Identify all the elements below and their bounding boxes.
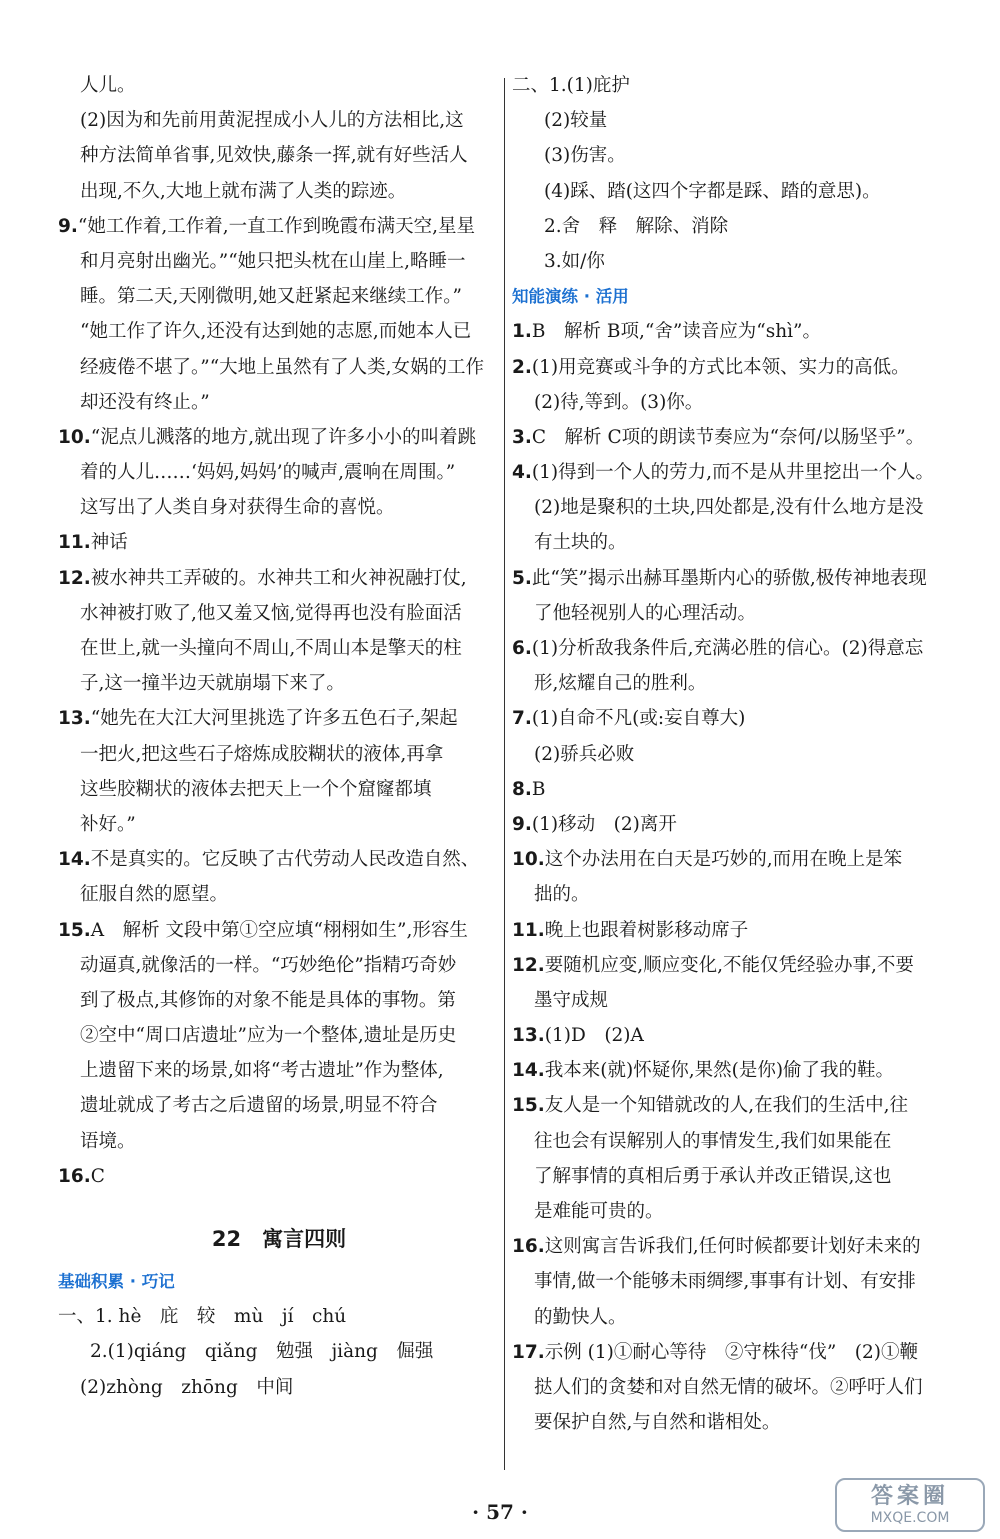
answer-line [58,420,500,455]
answer-line [58,385,500,420]
answer-text: 上遗留下来的场景,如将“考古遗址”作为整体, [80,1060,444,1082]
answer-text: “她先在大江大河里挑选了许多五色石子,架起 [90,708,458,730]
answer-text: 了他轻视别人的心理活动。 [534,602,757,624]
question-number: 16. [512,1236,545,1258]
right-column [512,68,958,1440]
question-number: 2. [512,356,532,378]
answer-line [58,455,500,490]
answer-line [58,666,500,701]
question-number: 15. [512,1095,545,1117]
answer-line [58,138,500,173]
answer-text: 补好。” [80,813,136,835]
answer-text: 这写出了人类自身对获得生命的喜悦。 [80,497,395,519]
answer-line [512,138,958,173]
watermark-url: MXQE.COM [870,1510,950,1526]
answer-line [512,561,958,596]
answer-line [512,1370,958,1405]
answer-line [512,1194,958,1229]
answer-line [512,174,958,209]
answer-line [58,1124,500,1159]
answer-line [512,68,958,103]
answer-line [512,1335,958,1370]
answer-line [512,385,958,420]
answer-line [58,1088,500,1123]
answer-text: 一、1. hè 庇 较 mù jí chú [58,1306,347,1328]
question-number: 13. [512,1025,545,1047]
answer-line [512,983,958,1018]
answer-text: 拙的。 [534,884,590,906]
answer-line [58,596,500,631]
answer-line [512,1229,958,1264]
answer-line [58,807,500,842]
left-tail-lines [58,1299,500,1405]
answer-text: 遗址就成了考古之后遗留的场景,明显不符合 [80,1095,438,1117]
answer-line [58,314,500,349]
question-number: 17. [512,1341,545,1363]
answer-text: 和月亮射出幽光。”“她只把头枕在山崖上,略睡一 [80,250,466,272]
answer-text: 语境。 [80,1130,136,1152]
answer-line [512,948,958,983]
answer-text: (3)伤害。 [544,145,626,167]
answer-text: (1)移动 (2)离开 [531,813,677,835]
answer-line [58,103,500,138]
answer-line [512,1124,958,1159]
answer-text: (2)待,等到。(3)你。 [534,391,704,413]
question-number: 1. [512,321,532,343]
answer-text: “泥点儿溅落的地方,就出现了许多小小的叫着跳 [90,426,477,448]
question-number: 11. [512,919,545,941]
answer-line [512,1300,958,1335]
answer-text: 水神被打败了,他又羞又恼,觉得再也没有脸面活 [80,602,462,624]
answer-line [512,455,958,490]
answer-text: (1)自命不凡(或:妄自尊大) [531,708,746,730]
question-number: 9. [58,215,78,237]
answer-line [58,772,500,807]
section-heading-basic: 基础积累 · 巧记 [58,1272,175,1291]
answer-line [512,490,958,525]
left-answer-lines [58,68,500,1194]
answer-text: B [531,778,546,800]
answer-text: 事情,做一个能够未雨绸缪,事事有计划、有安排 [534,1271,916,1293]
answer-text: 的勤快人。 [534,1306,627,1328]
question-number: 11. [58,532,91,554]
question-number: 3. [512,426,532,448]
answer-line [512,842,958,877]
answer-text: (4)踩、踏(这四个字都是踩、踏的意思)。 [544,180,881,202]
answer-line [58,490,500,525]
answer-line [512,666,958,701]
question-number: 8. [512,778,532,800]
answer-line [512,596,958,631]
answer-line [512,631,958,666]
answer-text: 要保护自然,与自然和谐相处。 [534,1412,781,1434]
watermark-title: 答案圈 [870,1484,949,1509]
answer-text: 3.如/你 [544,250,605,272]
question-number: 4. [512,462,532,484]
page-number: · 57 · [472,1500,528,1524]
question-number: 9. [512,813,532,835]
question-number: 12. [58,567,91,589]
answer-text: 2.(1)qiáng qiǎng 勉强 jiàng 倔强 [90,1341,434,1363]
answer-line [512,103,958,138]
question-number: 14. [58,849,91,871]
watermark-logo [835,1478,985,1532]
answer-text: 到了极点,其修饰的对象不能是具体的事物。第 [80,989,456,1011]
answer-text: A 解析 文段中第①空应填“栩栩如生”,形容生 [90,919,468,941]
answer-text: 是难能可贵的。 [534,1201,664,1222]
answer-text: 形,炫耀自己的胜利。 [534,673,707,695]
answer-line [512,1264,958,1299]
answer-line [512,314,958,349]
answer-text: (2)zhòng zhōng 中间 [80,1376,294,1398]
answer-text: 要随机应变,顺应变化,不能仅凭经验办事,不要 [544,954,914,976]
answer-text: C [90,1165,105,1187]
answer-line [512,1053,958,1088]
answer-line [58,631,500,666]
answer-text: 晚上也跟着树影移动席子 [544,919,749,941]
answer-line [512,807,958,842]
answer-line [58,913,500,948]
answer-line [58,983,500,1018]
right-answer-lines [512,68,958,279]
answer-line [512,1088,958,1123]
answer-text: 这些胶糊状的液体去把天上一个个窟窿都填 [80,778,432,800]
answer-line [58,174,500,209]
answer-line [58,561,500,596]
answer-text: “她工作了许久,还没有达到她的志愿,而她本人已 [80,321,472,343]
answer-text: 出现,不久,大地上就布满了人类的踪迹。 [80,180,407,202]
answer-text: 挞人们的贪婪和对自然无情的破坏。②呼吁人们 [534,1376,923,1398]
answer-line [512,420,958,455]
answer-text: 种方法简单省事,见效快,藤条一挥,就有好些活人 [80,145,468,167]
answer-text: (1)分析敌我条件后,充满必胜的信心。(2)得意忘 [531,638,924,659]
answer-line [58,737,500,772]
question-number: 5. [512,567,532,589]
answer-text: (1)D (2)A [544,1025,644,1047]
answer-line [512,701,958,736]
answer-text: 此“笑”揭示出赫耳墨斯内心的骄傲,极传神地表现 [531,567,927,589]
answer-text: 友人是一个知错就改的人,在我们的生活中,往 [544,1095,909,1117]
answer-text: 这个办法用在白天是巧妙的,而用在晚上是笨 [544,849,903,871]
answer-text: (2)骄兵必败 [534,743,635,765]
question-number: 13. [58,708,91,730]
answer-line [58,948,500,983]
answer-line [512,913,958,948]
answer-line [512,1159,958,1194]
answer-text: 一把火,把这些石子熔炼成胶糊状的液体,再拿 [80,743,444,765]
answer-text: 示例 (1)①耐心等待 ②守株待“伐” (2)①鞭 [544,1341,918,1363]
left-column [58,68,500,1405]
answer-line [58,1018,500,1053]
question-number: 16. [58,1165,91,1187]
answer-text: 在世上,就一头撞向不周山,不周山本是擎天的柱 [80,638,462,659]
answer-text: 动逼真,就像活的一样。“巧妙绝伦”指精巧奇妙 [80,954,457,976]
answer-text: (2)地是聚积的土块,四处都是,没有什么地方是没 [534,497,924,519]
right-answer-lines-2 [512,314,958,1440]
answer-text: (1)用竞赛或斗争的方式比本领、实力的高低。 [531,356,910,378]
answer-text: ②空中“周口店遗址”应为一个整体,遗址是历史 [80,1025,457,1047]
answer-line [512,525,958,560]
answer-text: “她工作着,工作着,一直工作到晚霞布满天空,星星 [77,215,476,237]
question-number: 12. [512,954,545,976]
answer-text: 人儿。 [80,75,136,96]
answer-text: 神话 [90,532,128,554]
answer-text: (2)因为和先前用黄泥捏成小人儿的方法相比,这 [80,110,464,132]
answer-text: 征服自然的愿望。 [80,884,229,906]
answer-text: 不是真实的。它反映了古代劳动人民改造自然、 [90,849,480,871]
answer-line [58,209,500,244]
answer-text: (1)得到一个人的劳力,而不是从井里挖出一个人。 [531,462,934,484]
answer-text: 往也会有误解别人的事情发生,我们如果能在 [534,1130,892,1152]
answer-line [512,1018,958,1053]
answer-line [58,1370,500,1405]
answer-text: B 解析 B项,“舍”读音应为“shì”。 [531,321,822,343]
answer-line [58,1053,500,1088]
question-number: 14. [512,1060,545,1082]
lesson-title: 22 寓言四则 [211,1227,347,1251]
answer-line [58,1334,500,1369]
answer-line [58,877,500,912]
answer-text: 二、1.(1)庇护 [512,75,630,96]
answer-text: 2.舍 释 解除、消除 [544,215,729,237]
answer-line [58,68,500,103]
answer-line [58,701,500,736]
answer-text: 了解事情的真相后勇于承认并改正错误,这也 [534,1165,892,1187]
column-divider [504,78,505,1470]
answer-text: 墨守成规 [534,989,609,1011]
question-number: 7. [512,708,532,730]
answer-text: 经疲倦不堪了。”“大地上虽然有了人类,女娲的工作 [80,356,485,378]
answer-line [58,842,500,877]
question-number: 6. [512,638,532,659]
answer-line [512,772,958,807]
answer-line [512,737,958,772]
answer-line [512,350,958,385]
answer-text: 被水神共工弄破的。水神共工和火神祝融打仗, [90,567,467,589]
answer-text: 却还没有终止。” [80,391,210,413]
question-number: 10. [512,849,545,871]
answer-line [512,1405,958,1440]
answer-text: 有土块的。 [534,532,627,554]
answer-line [512,877,958,912]
answer-text: (2)较量 [544,110,608,132]
answer-text: 睡。第二天,天刚微明,她又赶紧起来继续工作。” [80,286,462,308]
section-heading-practice: 知能演练 · 活用 [512,287,629,307]
answer-text: 着的人儿……‘妈妈,妈妈’的喊声,震响在周围。” [80,462,456,484]
answer-text: 这则寓言告诉我们,任何时候都要计划好未来的 [544,1236,921,1258]
answer-line [58,279,500,314]
answer-text: 子,这一撞半边天就崩塌下来了。 [80,673,345,695]
answer-text: C 解析 C项的朗读节奏应为“奈何/以肠坚乎”。 [531,426,925,448]
answer-line [512,209,958,244]
answer-line [512,244,958,279]
question-number: 15. [58,919,91,941]
question-number: 10. [58,426,91,448]
answer-line [58,1299,500,1334]
answer-text: 我本来(就)怀疑你,果然(是你)偷了我的鞋。 [544,1060,895,1082]
answer-line [58,244,500,279]
answer-line [58,1159,500,1194]
answer-line [58,525,500,560]
answer-line [58,350,500,385]
